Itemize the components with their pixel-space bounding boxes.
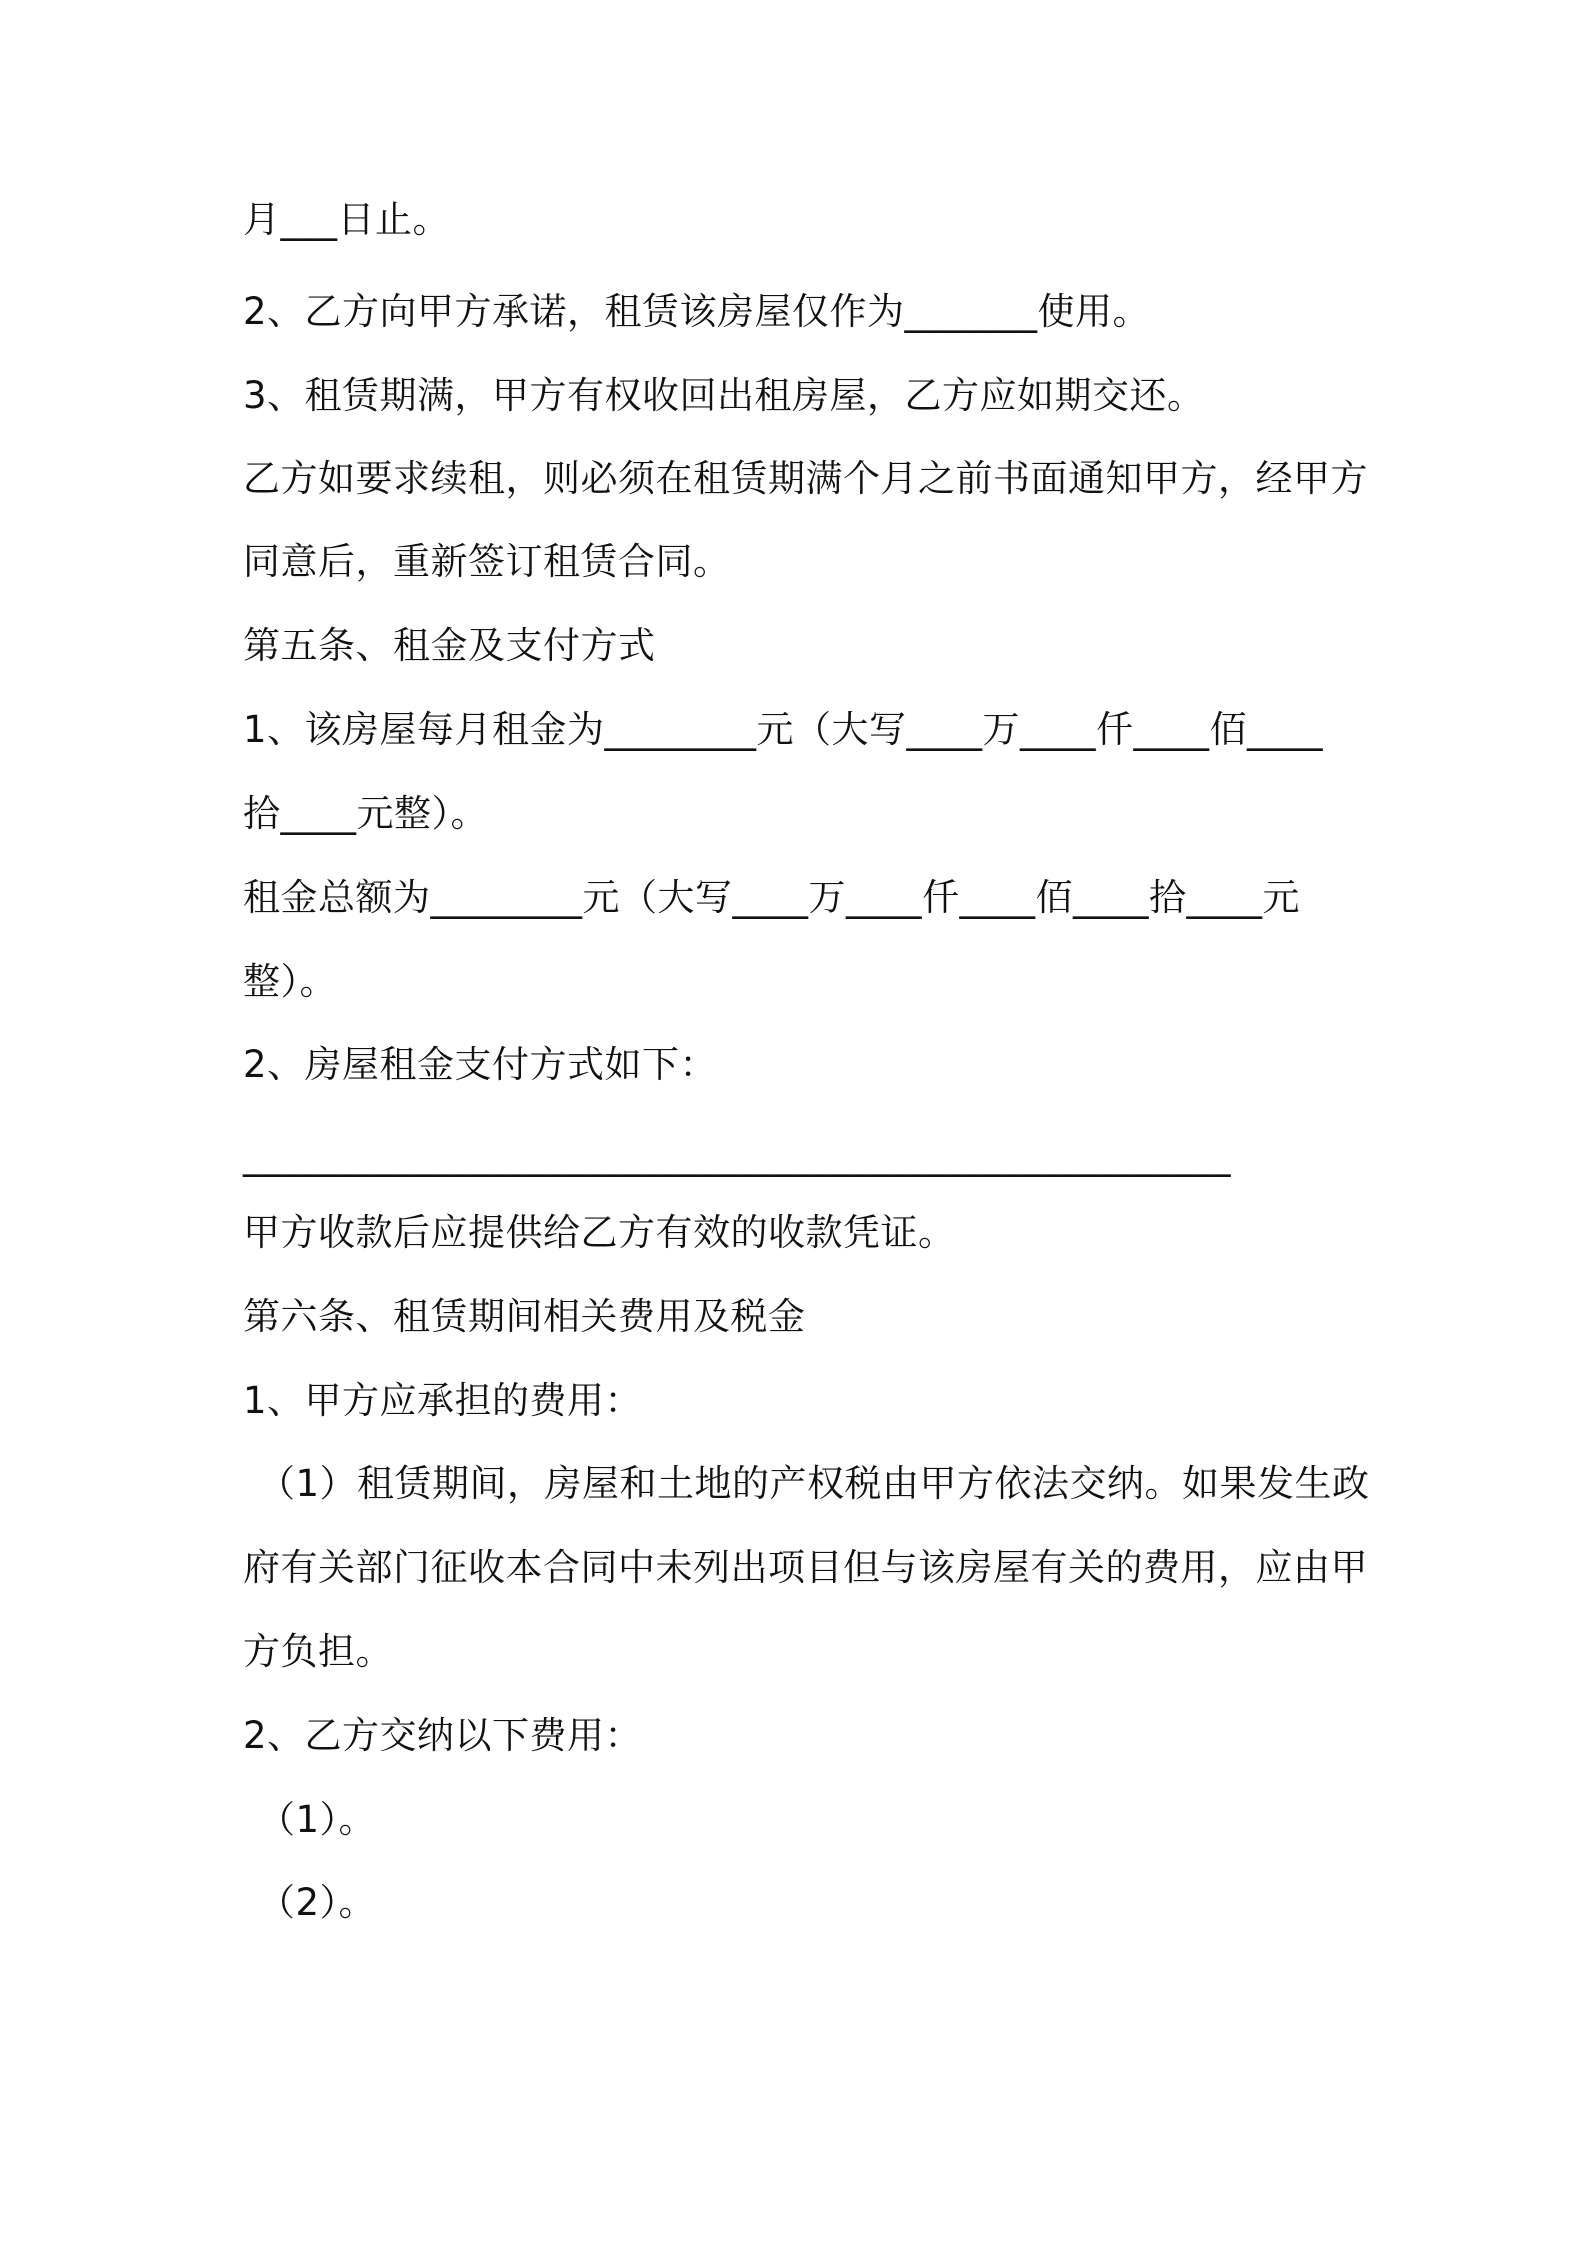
text-line: 租金总额为________元（大写____万____仟____佰____拾____元 <box>243 876 1300 919</box>
text-line: 乙方如要求续租，则必须在租赁期满个月之前书面通知甲方，经甲方 <box>243 457 1368 500</box>
text-line: 月___日止。 <box>243 198 450 241</box>
text-line: 同意后，重新签订租赁合同。 <box>243 540 731 583</box>
text-line: 拾____元整）。 <box>243 792 488 835</box>
text-line: 方负担。 <box>243 1630 393 1673</box>
text-line: 2、乙方交纳以下费用： <box>243 1714 643 1757</box>
text-line: 府有关部门征收本合同中未列出项目但与该房屋有关的费用，应由甲 <box>243 1546 1368 1589</box>
section-heading: 第六条、租赁期间相关费用及税金 <box>243 1295 806 1338</box>
text-line: （2）。 <box>258 1881 377 1924</box>
text-line: 2、乙方向甲方承诺，租赁该房屋仅作为_______使用。 <box>243 290 1151 333</box>
text-line: 甲方收款后应提供给乙方有效的收款凭证。 <box>243 1211 956 1254</box>
text-line: 2、房屋租金支付方式如下： <box>243 1043 718 1086</box>
blank-fill-line: ____________________________________________________ <box>243 1134 1231 1177</box>
text-line: （1）租赁期间，房屋和土地的产权税由甲方依法交纳。如果发生政 <box>258 1462 1370 1505</box>
text-line: 整）。 <box>243 960 337 1003</box>
section-heading: 第五条、租金及支付方式 <box>243 624 656 667</box>
text-line: 1、该房屋每月租金为________元（大写____万____仟____佰____ <box>243 708 1324 751</box>
text-line: （1）。 <box>258 1798 377 1841</box>
text-line: 3、租赁期满，甲方有权收回出租房屋，乙方应如期交还。 <box>243 374 1205 417</box>
text-line: 1、甲方应承担的费用： <box>243 1379 643 1422</box>
